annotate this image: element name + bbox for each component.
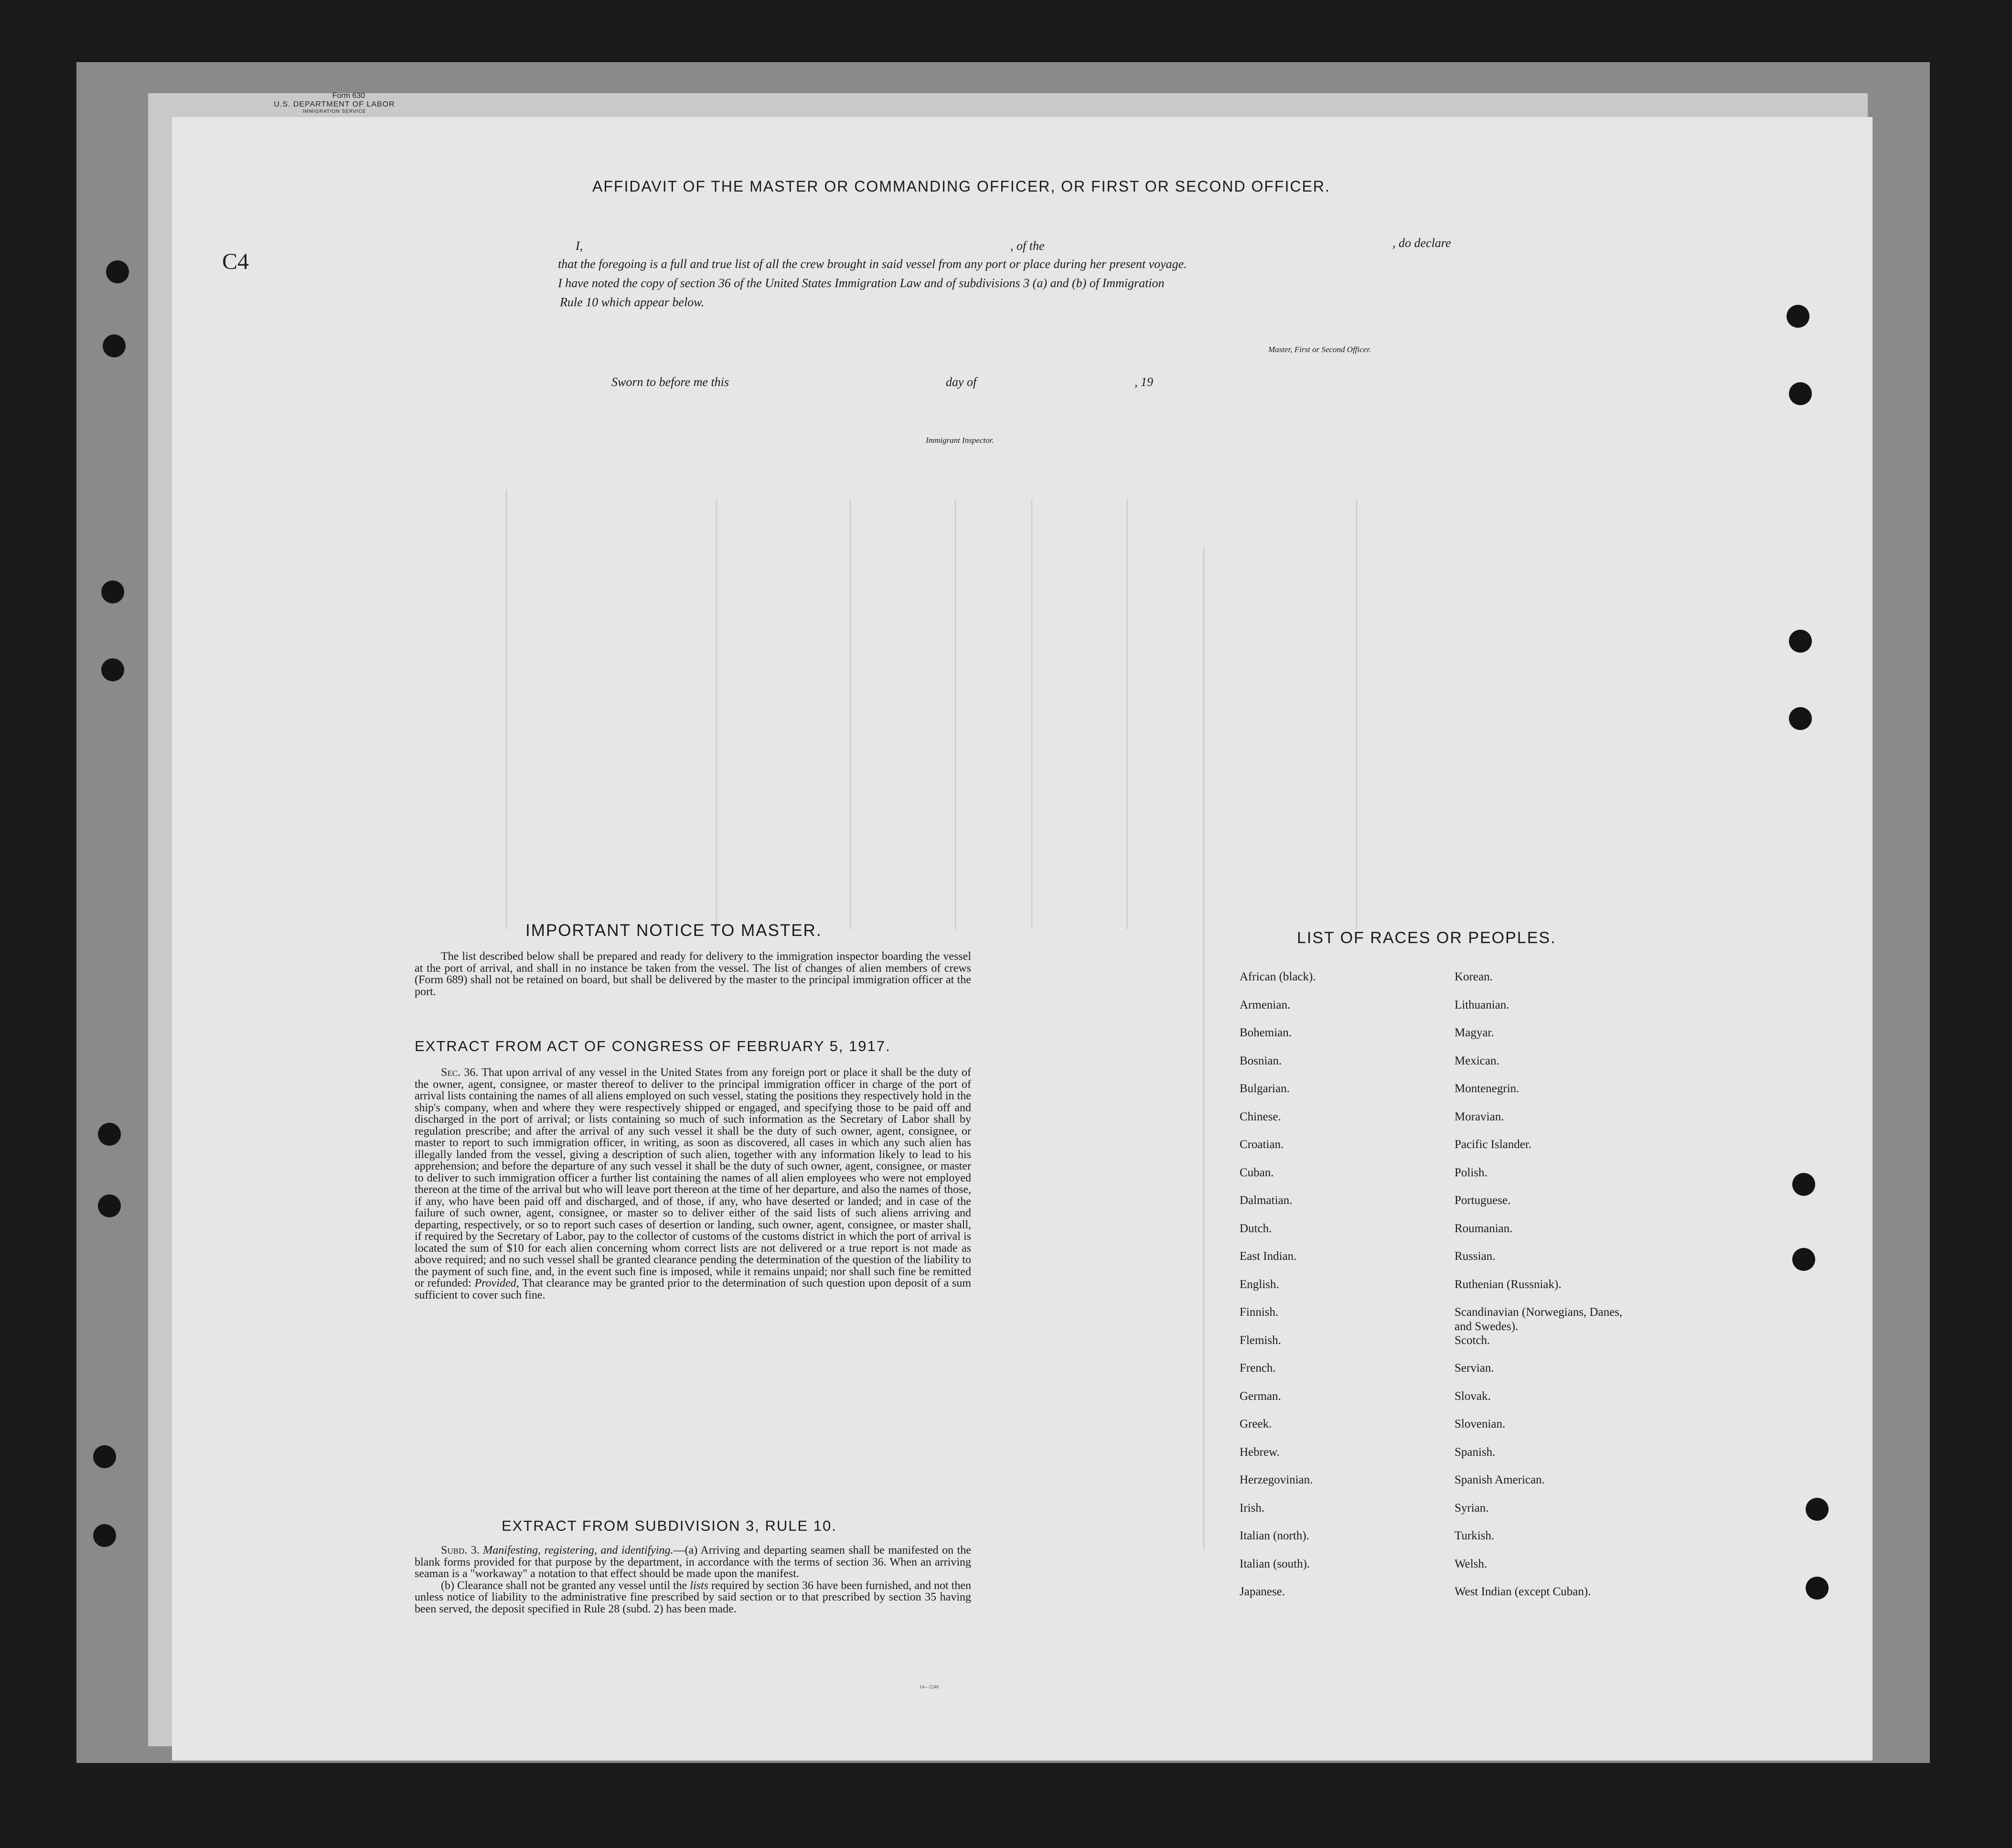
race-item: Portuguese. bbox=[1455, 1194, 1511, 1207]
notice-text bbox=[415, 951, 971, 998]
race-item: Turkish. bbox=[1455, 1529, 1495, 1542]
punch-hole-left-3 bbox=[101, 580, 124, 603]
subdivision-3-text bbox=[415, 1545, 971, 1615]
affidavit-i: I, bbox=[576, 239, 583, 253]
race-item: Armenian. bbox=[1240, 998, 1291, 1011]
race-item: Slovenian. bbox=[1455, 1418, 1506, 1430]
punch-hole-right-6 bbox=[1792, 1248, 1815, 1271]
inspector-signature-label: Immigrant Inspector. bbox=[926, 436, 994, 445]
punch-hole-left-6 bbox=[98, 1194, 121, 1217]
race-item: Chinese. bbox=[1240, 1110, 1281, 1123]
race-item: Hebrew. bbox=[1240, 1445, 1280, 1459]
day-of-text: day of bbox=[946, 375, 977, 389]
print-code: 14—2240 bbox=[920, 1685, 939, 1690]
race-item: African (black). bbox=[1240, 970, 1316, 983]
race-item: Flemish. bbox=[1240, 1333, 1281, 1347]
punch-hole-right-3 bbox=[1789, 630, 1812, 653]
race-item: Irish. bbox=[1240, 1501, 1265, 1515]
year-text: , 19 bbox=[1134, 375, 1153, 389]
race-item: Italian (south). bbox=[1240, 1557, 1310, 1570]
affidavit-line-2: that the foregoing is a full and true list of all the crew brought in said vessel from any port or place during her present voyage. bbox=[558, 257, 1187, 271]
affidavit-line-3: I have noted the copy of section 36 of the United States Immigration Law and of subdivisions 3 (a) and (b) of Immigration bbox=[558, 276, 1165, 290]
affidavit-title: AFFIDAVIT OF THE MASTER OR COMMANDING OFFICER, OR FIRST OR SECOND OFFICER. bbox=[592, 178, 1330, 195]
sworn-text: Sworn to before me this bbox=[611, 375, 729, 389]
race-item: Bosnian. bbox=[1240, 1054, 1282, 1067]
race-item: English. bbox=[1240, 1278, 1279, 1291]
race-item: Magyar. bbox=[1455, 1026, 1494, 1039]
paragraph-b-start: (b) Clearance shall not be granted any vessel until the bbox=[441, 1579, 687, 1592]
race-item: Russian. bbox=[1455, 1250, 1496, 1263]
race-item: Servian. bbox=[1455, 1362, 1494, 1375]
race-item: Greek. bbox=[1240, 1418, 1272, 1430]
race-item: Pacific Islander. bbox=[1455, 1138, 1532, 1151]
provided-word: Provided, bbox=[474, 1277, 519, 1289]
subdivision-label: Subd. 3. bbox=[441, 1544, 480, 1557]
race-item: Moravian. bbox=[1455, 1110, 1504, 1123]
race-item: East Indian. bbox=[1240, 1250, 1297, 1263]
race-item: Slovak. bbox=[1455, 1389, 1491, 1403]
race-item: Scandinavian (Norwegians, Danes, and Swedes). bbox=[1455, 1306, 1623, 1333]
race-item: Dutch. bbox=[1240, 1222, 1272, 1235]
race-item: French. bbox=[1240, 1362, 1276, 1375]
punch-hole-right-7 bbox=[1806, 1498, 1829, 1521]
race-item: Japanese. bbox=[1240, 1585, 1285, 1598]
race-item: Spanish American. bbox=[1455, 1473, 1545, 1486]
form-number: Form 630 bbox=[332, 92, 365, 100]
races-title: LIST OF RACES OR PEOPLES. bbox=[1297, 929, 1556, 947]
race-item: Bohemian. bbox=[1240, 1026, 1292, 1039]
races-list-right bbox=[1455, 970, 1703, 1613]
race-item: Lithuanian. bbox=[1455, 998, 1509, 1011]
form-header bbox=[248, 92, 420, 114]
notice-paragraph: The list described below shall be prepared and ready for delivery to the immigration inspector boarding the vessel at the port of arrival, and shall in no instance be taken from the vessel. The list of changes of alien members of crews (Form 689) shall not be retained on board, but shall be delivered by the master to the principal immigration officer at the port. bbox=[415, 950, 971, 998]
affidavit-declare: , do declare bbox=[1392, 236, 1451, 250]
races-list-left bbox=[1240, 970, 1440, 1613]
race-item: Scotch. bbox=[1455, 1333, 1490, 1347]
department-name: U.S. DEPARTMENT OF LABOR bbox=[274, 100, 395, 108]
race-item: Polish. bbox=[1455, 1166, 1488, 1179]
punch-hole-right-4 bbox=[1789, 707, 1812, 730]
service-name: IMMIGRATION SERVICE bbox=[302, 109, 366, 114]
race-item: Montenegrin. bbox=[1455, 1082, 1520, 1095]
punch-hole-left-5 bbox=[98, 1123, 121, 1146]
paragraph-a: —(a) Arriving and departing seamen shall be manifested on the blank forms provided for that purpose by the department, in accordance with the terms of section 36. When an arriving seaman is a "workaway" a notation to that effect should be made upon the manifest. bbox=[415, 1544, 971, 1580]
extract-act-title: EXTRACT FROM ACT OF CONGRESS OF FEBRUARY 5, 1917. bbox=[415, 1038, 891, 1054]
subdivision-heading: Manifesting, registering, and identifying. bbox=[483, 1544, 674, 1557]
section-36-text bbox=[415, 1067, 971, 1301]
race-item: Croatian. bbox=[1240, 1138, 1284, 1151]
punch-hole-left-8 bbox=[93, 1524, 116, 1547]
race-item: Dalmatian. bbox=[1240, 1194, 1293, 1207]
extract-rule-title: EXTRACT FROM SUBDIVISION 3, RULE 10. bbox=[502, 1517, 837, 1534]
punch-hole-left-1 bbox=[106, 260, 129, 283]
punch-hole-left-2 bbox=[103, 334, 126, 357]
margin-mark: C4 bbox=[222, 249, 249, 274]
master-signature-label: Master, First or Second Officer. bbox=[1268, 345, 1371, 354]
race-item: Roumanian. bbox=[1455, 1222, 1513, 1235]
race-item: Finnish. bbox=[1240, 1306, 1279, 1319]
section-36-end: That clearance may be granted prior to the determination of such question upon deposit of a sum sufficient to cover such fine. bbox=[415, 1277, 972, 1301]
race-item: West Indian (except Cuban). bbox=[1455, 1585, 1591, 1598]
race-item: Italian (north). bbox=[1240, 1529, 1309, 1542]
section-36-body: That upon arrival of any vessel in the United States from any foreign port or place it shall be the duty of the owner, agent, consignee, or master thereof to deliver to the principal immigration officer in charge of the port of arrival lists containing the names of all aliens employed on such vessel, stating the positions they respectively hold in the ship's company, when and where they were respectively shipped or engaged, and specifying those to be paid off and discharged in the port of arrival; or lists containing so much of such information as the Secretary of Labor shall by regulation prescribe; and after the arrival of any such vessel it shall be the duty of such owner, agent, consignee, or master to report to such immigration officer, in writing, as soon as discovered, all cases in which any such alien has illegally landed from the vessel, giving a description of such alien, together with any information likely to lead to his apprehension; and before the departure of any such vessel it shall be the duty of such owner, agent, consignee, or master to deliver to such immigration officer a further list containing the names of all alien employees who were not employed thereon at the time of the arrival but who will leave port thereon at the time of her departure, and also the names of those, if any, who have been paid off and discharged, and of those, if any, who have deserted or landed; and in case of the failure of such owner, agent, consignee, or master so to deliver either of the said lists of such aliens arriving and departing, respectively, or so to report such cases of desertion or landing, such owner, agent, consignee, or master shall, if required by the Secretary of Labor, pay to the collector of customs of the customs district in which the port of arrival is located the sum of $10 for each alien concerning whom correct lists are not delivered or a true report is not made as above required; and no such vessel shall be granted clearance pending the determination of the question of the liability to the payment of such fine, and, in the event such fine is imposed, while it remains unpaid; nor shall such fine be remitted or refunded: bbox=[415, 1066, 971, 1289]
punch-hole-right-2 bbox=[1789, 382, 1812, 405]
race-item: Ruthenian (Russniak). bbox=[1455, 1278, 1562, 1291]
race-item: German. bbox=[1240, 1389, 1281, 1403]
section-36-label: Sec. 36. bbox=[441, 1066, 479, 1079]
race-item: Syrian. bbox=[1455, 1501, 1489, 1515]
race-item: Welsh. bbox=[1455, 1557, 1488, 1570]
notice-title: IMPORTANT NOTICE TO MASTER. bbox=[525, 921, 822, 940]
race-item: Bulgarian. bbox=[1240, 1082, 1290, 1095]
race-item: Mexican. bbox=[1455, 1054, 1499, 1067]
race-item: Herzegovinian. bbox=[1240, 1473, 1313, 1486]
paragraph-b-end: required by section 36 have been furnished, and not then unless notice of liability to the administrative fine prescribed by said section or to that prescribed by section 35 having been served, the deposit specified in Rule 28 (subd. 2) has been made. bbox=[415, 1579, 971, 1615]
punch-hole-left-4 bbox=[101, 658, 124, 681]
punch-hole-right-1 bbox=[1787, 305, 1809, 328]
punch-hole-right-8 bbox=[1806, 1577, 1829, 1600]
race-item: Korean. bbox=[1455, 970, 1493, 983]
punch-hole-right-5 bbox=[1792, 1173, 1815, 1196]
race-item: Cuban. bbox=[1240, 1166, 1274, 1179]
affidavit-of-the: , of the bbox=[1010, 239, 1045, 253]
paragraph-b-lists: lists bbox=[690, 1579, 708, 1592]
affidavit-line-4: Rule 10 which appear below. bbox=[560, 295, 705, 309]
punch-hole-left-7 bbox=[93, 1445, 116, 1468]
race-item: Spanish. bbox=[1455, 1445, 1496, 1459]
